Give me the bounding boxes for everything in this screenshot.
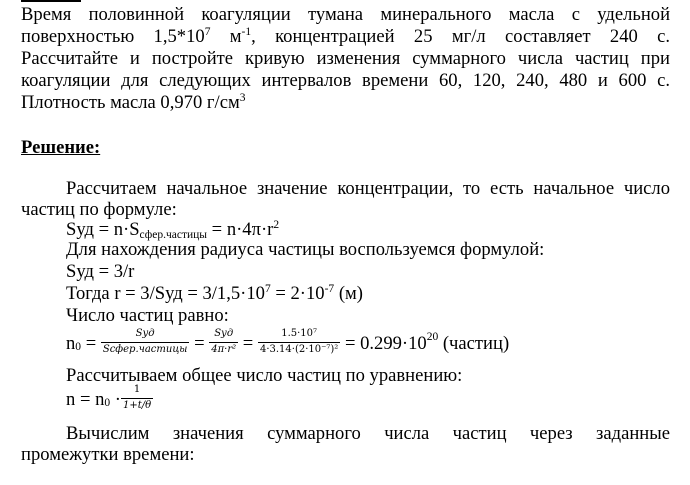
- word: суммарного: [267, 423, 361, 444]
- word: удельной: [597, 4, 671, 25]
- paragraph-4: Рассчитываем общее число частиц по уравнению:: [66, 365, 463, 386]
- denominator: 4π·r²: [211, 343, 237, 355]
- word: частиц: [452, 423, 507, 444]
- word: Время: [21, 4, 72, 25]
- superscript: -1: [241, 26, 252, 38]
- top-rule: [21, 0, 81, 2]
- numerator: 1: [121, 384, 153, 399]
- text: = n·4π·r: [207, 219, 274, 240]
- subscript: сфер.частицы: [139, 229, 208, 241]
- superscript: 7: [264, 283, 271, 295]
- numerator: Sуд: [101, 328, 190, 343]
- denominator: Sсфер.частицы: [102, 343, 188, 355]
- paragraph-1: Рассчитаем начальное значение концентрации, то есть начальное число: [66, 178, 670, 199]
- word: тумана: [308, 4, 364, 25]
- word: с: [571, 4, 580, 25]
- word: коагуляции: [201, 4, 291, 25]
- word: Вычислим: [66, 423, 150, 444]
- fraction: [258, 328, 340, 356]
- formula-radius-calc: [66, 285, 363, 304]
- superscript: 2: [273, 219, 280, 231]
- denominator: 4·3.14·(2·10⁻⁷)²: [259, 343, 339, 355]
- formula-total-count: n = n $_0$ · $\frac{1}{1+t/\theta}$: [66, 384, 152, 411]
- text: = 0.299·10: [340, 332, 427, 354]
- text: ·: [110, 388, 121, 410]
- word: половинной: [88, 4, 185, 25]
- text: Плотность масла 0,970 г/см: [21, 92, 240, 113]
- word: значения: [172, 423, 244, 444]
- superscript: 7: [204, 26, 211, 38]
- formula-radius: Sуд = 3/r: [66, 261, 135, 282]
- paragraph-5: [66, 425, 670, 444]
- numerator: Sуд: [209, 328, 238, 343]
- problem-line-5: [21, 94, 245, 113]
- text: = 2·10: [270, 283, 325, 304]
- numerator: 1.5·10⁷: [258, 328, 340, 343]
- solution-heading: Решение:: [21, 137, 101, 158]
- denominator: 1+t/θ: [122, 399, 152, 411]
- text: n: [66, 332, 76, 354]
- fraction: [209, 328, 238, 356]
- superscript: 3: [239, 92, 246, 104]
- word: масла: [508, 4, 555, 25]
- text: (м): [334, 283, 363, 304]
- word: через: [529, 423, 573, 444]
- problem-line-3: Рассчитайте и постройте кривую изменения суммарного числа частиц при: [21, 48, 670, 69]
- text: =: [81, 332, 101, 354]
- text: Тогда r = 3/Sуд = 3/1,5·10: [66, 283, 265, 304]
- problem-line-1: [21, 6, 670, 25]
- superscript: -7: [324, 283, 335, 295]
- word: минерального: [380, 4, 492, 25]
- text: поверхностью 1,5*10: [21, 26, 205, 47]
- text: (частиц): [438, 332, 510, 354]
- word: числа: [384, 423, 430, 444]
- fraction: [121, 384, 153, 412]
- paragraph-2: Для нахождения радиуса частицы воспользуемся формулой:: [66, 239, 545, 260]
- word: заданные: [596, 423, 670, 444]
- formula-specific-surface: [66, 221, 279, 240]
- problem-line-4: коагуляции для следующих интервалов времени 60, 120, 240, 480 и 600 с.: [21, 70, 670, 91]
- fraction: [101, 328, 190, 356]
- paragraph-3: Число частиц равно:: [66, 305, 229, 326]
- text: м: [210, 26, 242, 47]
- paragraph-5-cont: промежутки времени:: [21, 444, 195, 465]
- text: Sуд = n·S: [66, 219, 140, 240]
- text: n = n: [66, 388, 105, 410]
- formula-particle-count: n $_0$ = $\frac{\text{Sуд}}{\text{Sсфер.частицы}}$ = $\frac{\text{Sуд}}{\text{4π·r²}}$ = $\frac{\text{1.5·10⁷}}{\text{4·3.14·(2·10⁻⁷)²}}$ = 0.299·10 $^{20}$ (частиц): [66, 328, 510, 355]
- problem-line-2: [21, 28, 670, 47]
- paragraph-1-cont: частиц по формуле:: [21, 199, 177, 220]
- text: , концентрацией 25 мг/л составляет 240 с.: [251, 26, 671, 47]
